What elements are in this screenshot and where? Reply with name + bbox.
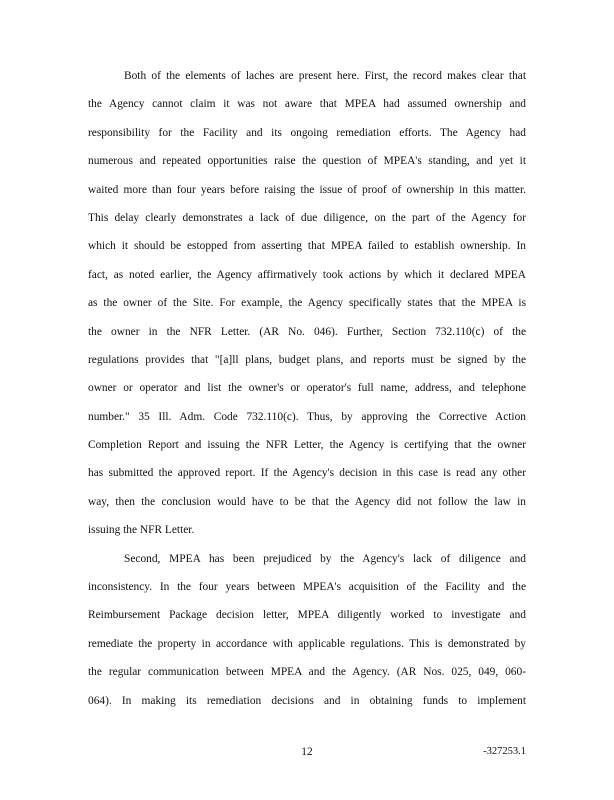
text-line: Reimbursement Package decision letter, MPEA diligently worked to investigate and	[88, 609, 526, 622]
text-line: way, then the conclusion would have to be that the Agency did not follow the law in	[88, 495, 526, 508]
text-line: the owner in the NFR Letter. (AR No. 046). Further, Section 732.110(c) of the	[88, 325, 526, 338]
text-line: issuing the NFR Letter.	[88, 524, 195, 537]
text-line: number." 35 Ill. Adm. Code 732.110(c). Thus, by approving the Corrective Action	[88, 410, 526, 423]
text-line: has submitted the approved report. If the Agency's decision in this case is read any other	[88, 467, 526, 480]
text-line: waited more than four years before raising the issue of proof of ownership in this matter.	[88, 183, 526, 196]
text-line: inconsistency. In the four years between MPEA's acquisition of the Facility and the	[88, 581, 526, 594]
text-line: the Agency cannot claim it was not aware that MPEA had assumed ownership and	[88, 98, 526, 111]
text-line: the regular communication between MPEA and the Agency. (AR Nos. 025, 049, 060-	[88, 666, 526, 679]
text-line: fact, as noted earlier, the Agency affirmatively took actions by which it declared MPEA	[88, 268, 526, 281]
text-line: as the owner of the Site. For example, the Agency specifically states that the MPEA is	[88, 297, 526, 310]
text-line: remediate the property in accordance with applicable regulations. This is demonstrated by	[88, 637, 526, 650]
text-line: Completion Report and issuing the NFR Letter, the Agency is certifying that the owner	[88, 439, 526, 452]
text-line: which it should be estopped from asserting that MPEA failed to establish ownership. In	[88, 240, 526, 253]
page-number: 12	[301, 746, 313, 758]
text-line: Second, MPEA has been prejudiced by the Agency's lack of diligence and	[124, 552, 526, 565]
body-text	[88, 66, 526, 719]
text-line: responsibility for the Facility and its ongoing remediation efforts. The Agency had	[88, 126, 526, 139]
text-line: This delay clearly demonstrates a lack of due diligence, on the part of the Agency for	[88, 211, 526, 224]
text-line: Both of the elements of laches are present here. First, the record makes clear that	[124, 70, 526, 82]
text-line: 064). In making its remediation decisions and in obtaining funds to implement	[88, 694, 526, 707]
text-line: regulations provides that "[a]ll plans, budget plans, and reports must be signed by the	[88, 353, 526, 366]
text-line: owner or operator and list the owner's or operator's full name, address, and telephone	[88, 382, 526, 395]
text-line: numerous and repeated opportunities raise the question of MPEA's standing, and yet it	[88, 155, 526, 168]
document-id: -327253.1	[483, 746, 526, 757]
